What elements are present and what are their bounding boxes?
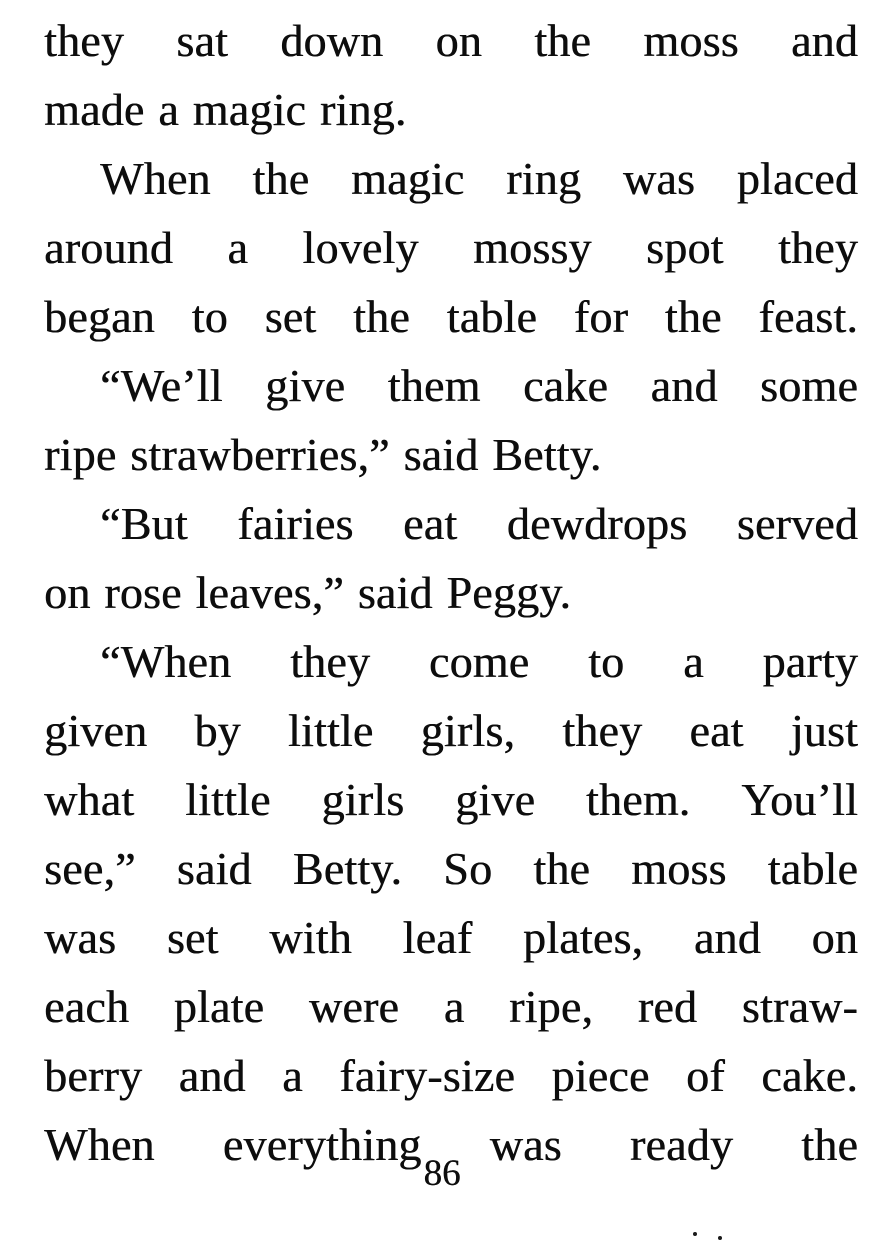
word: ripe, [509, 981, 594, 1032]
word: eat [689, 705, 744, 756]
word: and [790, 15, 858, 66]
word: eat [403, 498, 458, 549]
word: piece [551, 1050, 650, 1101]
word: they [562, 705, 643, 756]
word: the [534, 15, 592, 66]
word: said [176, 843, 252, 894]
word: a [282, 1050, 303, 1101]
word: give [265, 360, 346, 411]
word: on [435, 15, 482, 66]
word: placed [736, 153, 858, 204]
text-line [44, 696, 858, 765]
word: “But [100, 498, 188, 549]
word: party [762, 636, 858, 687]
word: fairy-size [339, 1050, 515, 1101]
word: come [428, 636, 530, 687]
word: set [264, 291, 317, 342]
word: the [801, 1119, 858, 1170]
text-line [44, 282, 858, 351]
word: a [227, 222, 248, 273]
word: plates, [522, 912, 644, 963]
word: each [44, 981, 130, 1032]
word: was [489, 1119, 562, 1170]
text-line [44, 627, 858, 696]
word: and [693, 912, 761, 963]
text-line [44, 351, 858, 420]
word: of [686, 1050, 725, 1101]
word: “When [100, 636, 232, 687]
word: on [44, 567, 91, 618]
word: ready [629, 1119, 734, 1170]
word: down [280, 15, 384, 66]
word: them [387, 360, 481, 411]
word: the [353, 291, 410, 342]
word: and [178, 1050, 246, 1101]
word: berry [44, 1050, 143, 1101]
word: fairies [237, 498, 354, 549]
word: Betty. [292, 843, 403, 894]
scan-artifact-dot [693, 1232, 697, 1236]
word: made [44, 84, 145, 135]
word: table [446, 291, 538, 342]
word: You’ll [741, 774, 858, 825]
word: on [811, 912, 858, 963]
word: by [194, 705, 241, 756]
word: plate [173, 981, 265, 1032]
text-line [44, 1041, 858, 1110]
word: lovely [302, 222, 419, 273]
text-line [44, 834, 858, 903]
text-line [44, 213, 858, 282]
word: to [191, 291, 228, 342]
word: served [736, 498, 858, 549]
word: the [533, 843, 591, 894]
word: dewdrops [506, 498, 688, 549]
word: red [637, 981, 698, 1032]
word: set [166, 912, 219, 963]
word: a [158, 84, 179, 135]
word: see,” [44, 843, 136, 894]
text-line [44, 75, 858, 144]
scan-artifact-dot [718, 1236, 722, 1240]
word: what [44, 774, 135, 825]
word: for [573, 291, 629, 342]
text-line [44, 765, 858, 834]
word: spot [646, 222, 724, 273]
word: girls [321, 774, 405, 825]
word: straw- [741, 981, 858, 1032]
word: little [287, 705, 374, 756]
text-line [44, 420, 858, 489]
word: moss [631, 843, 727, 894]
word: a [443, 981, 465, 1032]
text-line [44, 972, 858, 1041]
word: around [44, 222, 173, 273]
word: leaf [402, 912, 473, 963]
word: table [767, 843, 858, 894]
word: moss [643, 15, 739, 66]
word: Peggy. [446, 567, 572, 618]
word: When [44, 1119, 155, 1170]
page-number: 86 [423, 1153, 461, 1194]
word: given [44, 705, 148, 756]
word: they [290, 636, 371, 687]
word: them. [585, 774, 691, 825]
word: “We’ll [100, 360, 223, 411]
word: cake [522, 360, 608, 411]
word: So [443, 843, 493, 894]
word: rose [104, 567, 182, 618]
word: ripe [44, 429, 117, 480]
word: with [269, 912, 352, 963]
word: to [588, 636, 625, 687]
word: ring. [319, 84, 407, 135]
word: began [44, 291, 155, 342]
word: mossy [473, 222, 592, 273]
word: a [683, 636, 704, 687]
word: magic [192, 84, 307, 135]
text-line [44, 144, 858, 213]
word: strawberries,” [130, 429, 390, 480]
word: they [777, 222, 858, 273]
word: just [790, 705, 858, 756]
word: some [760, 360, 858, 411]
word: sat [176, 15, 228, 66]
text-line [44, 558, 858, 627]
word: ring [506, 153, 582, 204]
word: the [664, 291, 722, 342]
word: little [185, 774, 271, 825]
text-line [44, 6, 858, 75]
word: was [622, 153, 695, 204]
word: When [100, 153, 211, 204]
word: and [650, 360, 718, 411]
word: everything [222, 1119, 422, 1170]
word: cake. [761, 1050, 858, 1101]
word: leaves,” [195, 567, 344, 618]
word: girls, [420, 705, 516, 756]
word: was [44, 912, 117, 963]
text-line [44, 903, 858, 972]
word: were [308, 981, 400, 1032]
text-block [44, 6, 858, 1179]
word: give [455, 774, 536, 825]
word: said [403, 429, 479, 480]
word: said [357, 567, 433, 618]
word: Betty. [492, 429, 602, 480]
word: the [252, 153, 310, 204]
word: magic [350, 153, 465, 204]
text-line [44, 489, 858, 558]
word: they [44, 15, 124, 66]
word: feast. [758, 291, 858, 342]
